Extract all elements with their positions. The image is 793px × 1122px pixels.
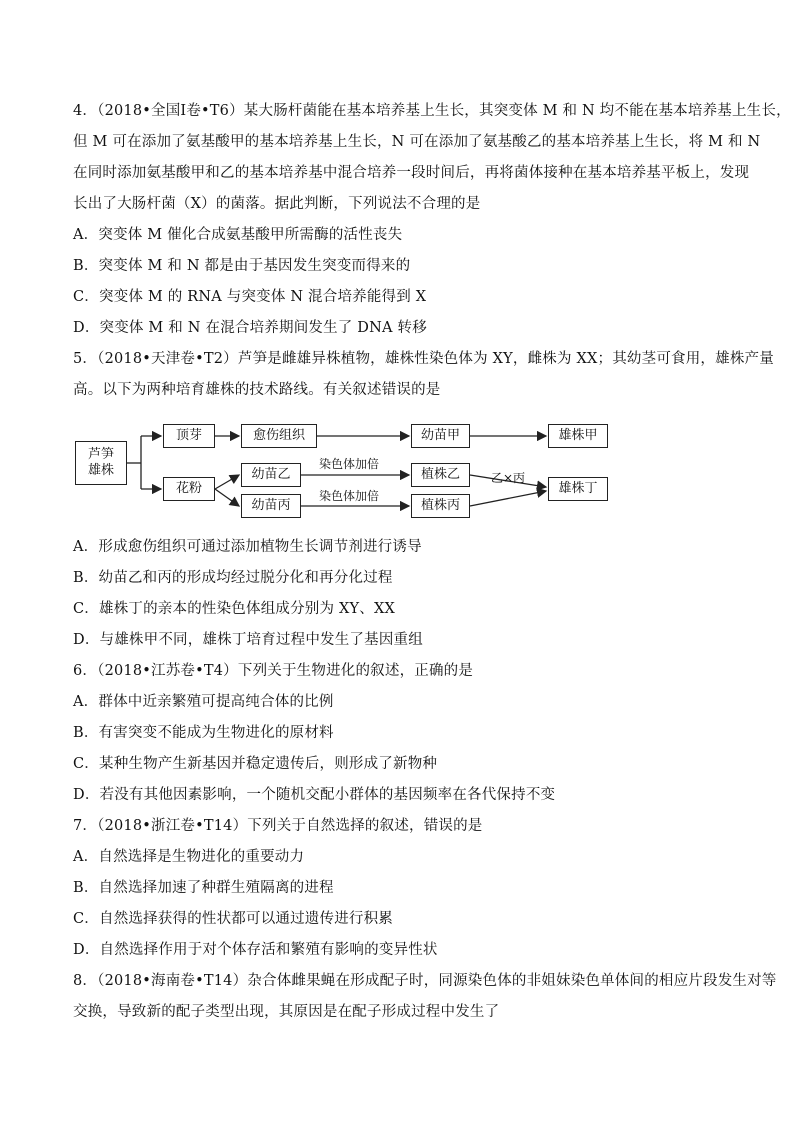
- q5-option-d: D．与雄株甲不同，雄株丁培育过程中发生了基因重组: [73, 632, 423, 648]
- box-asparagus-male: 芦笋 雄株: [75, 441, 127, 485]
- box-plant-yi: 植株乙: [411, 463, 470, 487]
- q5-option-a: A．形成愈伤组织可通过添加植物生长调节剂进行诱导: [73, 539, 422, 555]
- q4-option-c: C．突变体 M 的 RNA 与突变体 N 混合培养能得到 X: [73, 289, 427, 305]
- q4-stem-line2: 但 M 可在添加了氨基酸甲的基本培养基上生长，N 可在添加了氨基酸乙的基本培养基上生长，将 M 和 N: [73, 134, 761, 150]
- box-male-jia: 雄株甲: [548, 424, 608, 448]
- label-double-bing: 染色体加倍: [319, 489, 380, 503]
- q5-option-c: C．雄株丁的亲本的性染色体组成分别为 XY、XX: [73, 601, 396, 617]
- box-seedling-bing: 幼苗丙: [241, 494, 301, 518]
- box-seedling-yi: 幼苗乙: [241, 463, 301, 487]
- q6-option-a: A．群体中近亲繁殖可提高纯合体的比例: [73, 694, 334, 710]
- q7-option-b: B．自然选择加速了种群生殖隔离的进程: [73, 880, 334, 896]
- q7-option-d: D．自然选择作用于对个体存活和繁殖有影响的变异性状: [73, 942, 438, 958]
- box-pollen: 花粉: [163, 477, 215, 501]
- q4-option-b: B．突变体 M 和 N 都是由于基因发生突变而得来的: [73, 258, 411, 274]
- box-top-bud: 顶芽: [163, 424, 215, 448]
- q7-option-a: A．自然选择是生物进化的重要动力: [73, 849, 305, 865]
- box-plant-bing: 植株丙: [411, 494, 470, 518]
- q5-stem-line2: 高。以下为两种培育雄株的技术路线。有关叙述错误的是: [73, 382, 441, 398]
- q6-stem: 6．（2018•江苏卷•T4）下列关于生物进化的叙述，正确的是: [73, 663, 474, 679]
- q5-stem-line1: 5．（2018•天津卷•T2）芦笋是雌雄异株植物，雄株性染色体为 XY，雌株为 XX；其幼茎可食用，雄株产量: [73, 351, 774, 367]
- q8-stem-line1: 8．（2018•海南卷•T14）杂合体雌果蝇在形成配子时，同源染色体的非姐妹染色单体间的相应片段发生对等: [73, 973, 777, 989]
- breeding-flow-diagram: [73, 413, 613, 525]
- q4-stem-line3: 在同时添加氨基酸甲和乙的基本培养基中混合培养一段时间后，再将菌体接种在基本培养基平板上，发现: [73, 165, 750, 181]
- q4-option-a: A．突变体 M 催化合成氨基酸甲所需酶的活性丧失: [73, 227, 403, 243]
- q6-option-c: C．某种生物产生新基因并稳定遗传后，则形成了新物种: [73, 756, 438, 772]
- label-double-yi: 染色体加倍: [319, 457, 380, 471]
- q6-option-d: D．若没有其他因素影响，一个随机交配小群体的基因频率在各代保持不变: [73, 787, 556, 803]
- q4-stem-line4: 长出了大肠杆菌（X）的菌落。据此判断，下列说法不合理的是: [73, 196, 481, 212]
- q8-stem-line2: 交换，导致新的配子类型出现，其原因是在配子形成过程中发生了: [73, 1004, 500, 1020]
- box-callus: 愈伤组织: [241, 424, 317, 448]
- q4-stem-line1: 4．（2018•全国Ⅰ卷•T6）某大肠杆菌能在基本培养基上生长，其突变体 M 和 N 均不能在基本培养基上生长，: [73, 103, 791, 119]
- q5-option-b: B．幼苗乙和丙的形成均经过脱分化和再分化过程: [73, 570, 393, 586]
- q7-option-c: C．自然选择获得的性状都可以通过遗传进行积累: [73, 911, 393, 927]
- q4-option-d: D．突变体 M 和 N 在混合培养期间发生了 DNA 转移: [73, 320, 427, 336]
- box-seedling-jia: 幼苗甲: [411, 424, 470, 448]
- q6-option-b: B．有害突变不能成为生物进化的原材料: [73, 725, 334, 741]
- q7-stem: 7．（2018•浙江卷•T14）下列关于自然选择的叙述，错误的是: [73, 818, 483, 834]
- box-male-ding: 雄株丁: [548, 477, 608, 501]
- label-cross: 乙×丙: [491, 471, 526, 485]
